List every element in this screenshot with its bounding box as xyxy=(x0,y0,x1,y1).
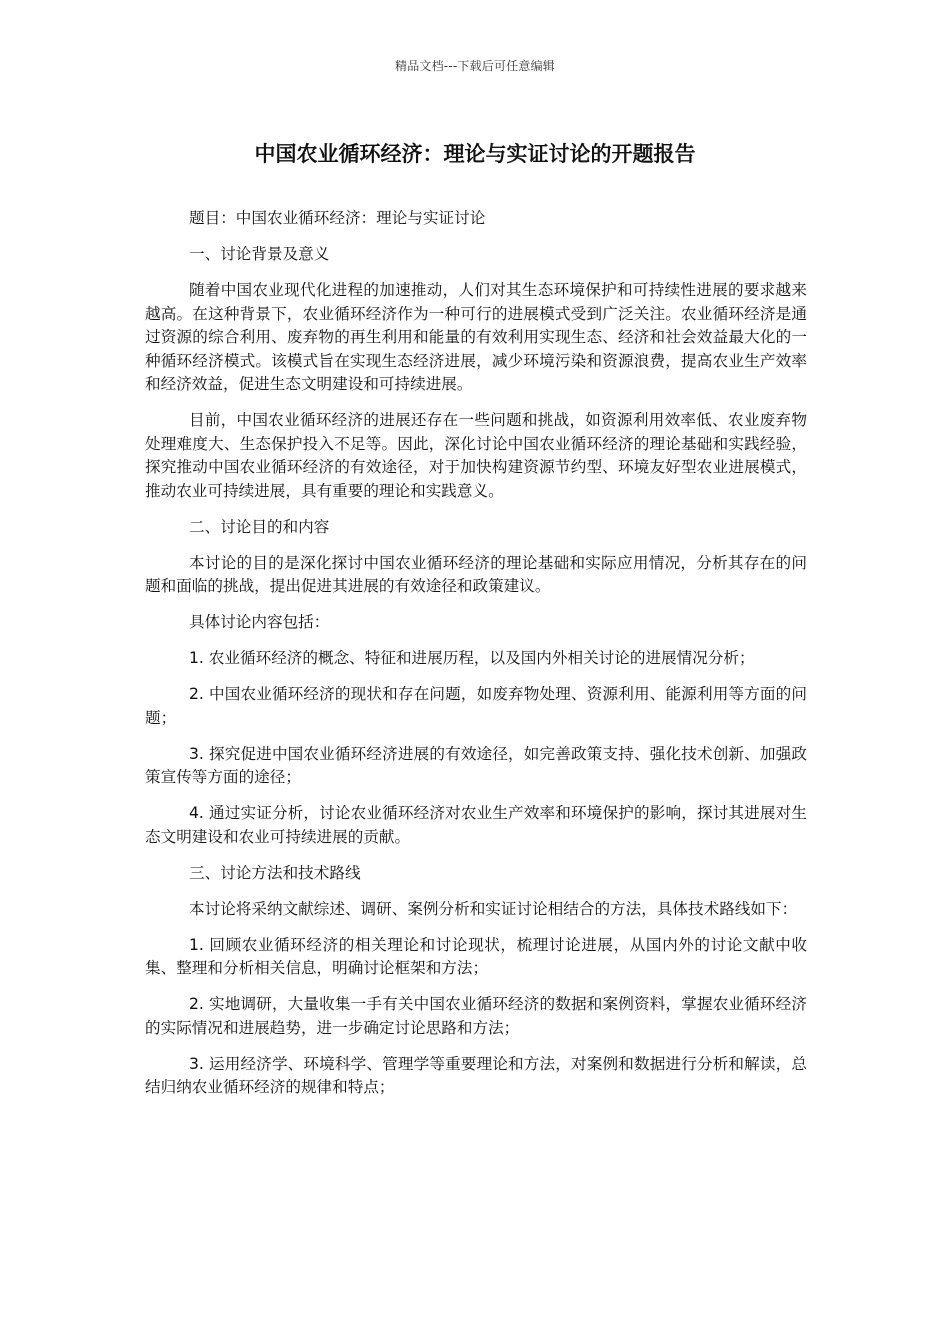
body-paragraph: 随着中国农业现代化进程的加速推动，人们对其生态环境保护和可持续性进展的要求越来越高。在这种背景下，农业循环经济作为一种可行的进展模式受到广泛关注。农业循环经济是通过资源的综合利用、废弃物的再生利用和能量的有效利用实现生态、经济和社会效益最大化的一种循环经济模式。该模式旨在实现生态经济进展，减少环境污染和资源浪费，提高农业生产效率和经济效益，促进生态文明建设和可持续进展。 xyxy=(145,281,807,393)
document-body xyxy=(145,207,807,1100)
list-item: 2. 实地调研，大量收集一手有关中国农业循环经济的数据和案例资料，掌握农业循环经济的实际情况和进展趋势，进一步确定讨论思路和方法； xyxy=(145,995,807,1037)
content-intro: 具体讨论内容包括： xyxy=(189,613,330,631)
list-item: 2. 中国农业循环经济的现状和存在问题，如废弃物处理、资源利用、能源利用等方面的问题； xyxy=(145,685,807,727)
body-paragraph: 本讨论将采纳文献综述、调研、案例分析和实证讨论相结合的方法，具体技术路线如下： xyxy=(189,899,798,918)
section-heading-purpose: 二、讨论目的和内容 xyxy=(189,517,330,536)
list-item: 3. 探究促进中国农业循环经济进展的有效途径，如完善政策支持、强化技术创新、加强政策宣传等方面的途径； xyxy=(145,744,807,786)
page-header: 精品文档---下载后可任意编辑 xyxy=(395,59,555,73)
body-paragraph: 本讨论的目的是深化探讨中国农业循环经济的理论基础和实际应用情况，分析其存在的问题和面临的挑战，提出促进其进展的有效途径和政策建议。 xyxy=(145,553,807,595)
list-item: 3. 运用经济学、环境科学、管理学等重要理论和方法，对案例和数据进行分析和解读，总结归纳农业循环经济的规律和特点； xyxy=(145,1054,807,1096)
body-paragraph: 目前，中国农业循环经济的进展还存在一些问题和挑战，如资源利用效率低、农业废弃物处理难度大、生态保护投入不足等。因此，深化讨论中国农业循环经济的理论基础和实践经验，探究推动中国农业循环经济的有效途径，对于加快构建资源节约型、环境友好型农业进展模式，推动农业可持续进展，具有重要的理论和实践意义。 xyxy=(145,411,807,500)
list-item: 4. 通过实证分析，讨论农业循环经济对农业生产效率和环境保护的影响，探讨其进展对生态文明建设和农业可持续进展的贡献。 xyxy=(145,804,807,846)
section-heading-methods: 三、讨论方法和技术路线 xyxy=(189,863,361,882)
list-item: 1. 农业循环经济的概念、特征和进展历程，以及国内外相关讨论的进展情况分析； xyxy=(189,649,755,667)
topic-line: 题目：中国农业循环经济：理论与实证讨论 xyxy=(189,209,486,227)
section-heading-background: 一、讨论背景及意义 xyxy=(189,245,330,263)
document-title: 中国农业循环经济：理论与实证讨论的开题报告 xyxy=(254,142,696,166)
list-item: 1. 回顾农业循环经济的相关理论和讨论现状，梳理讨论进展，从国内外的讨论文献中收集、整理和分析相关信息，明确讨论框架和方法； xyxy=(145,935,807,977)
